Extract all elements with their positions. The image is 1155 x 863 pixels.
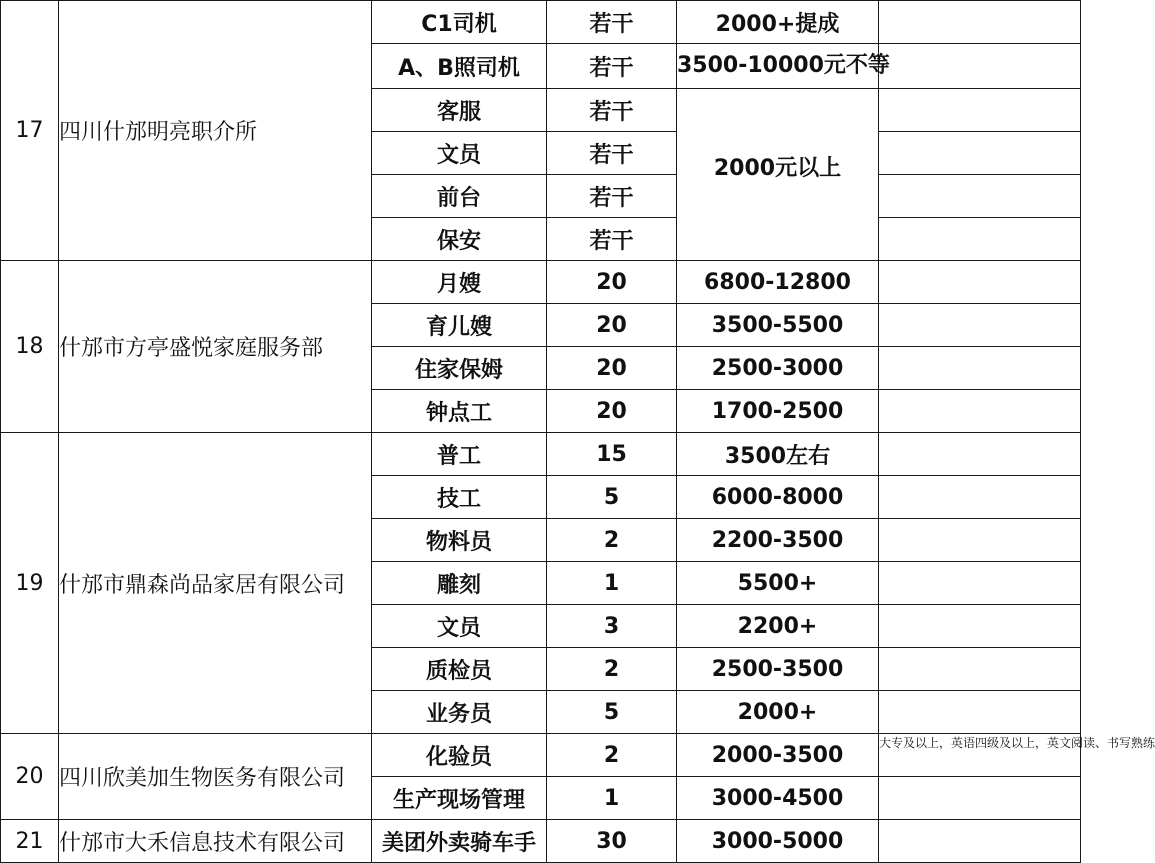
position-cell: 文员	[372, 605, 547, 648]
position-cell: 生产现场管理	[372, 777, 547, 820]
note-cell	[879, 390, 1081, 433]
position-cell: 保安	[372, 218, 547, 261]
position-cell: 技工	[372, 476, 547, 519]
salary-cell: 2200-3500	[677, 519, 879, 562]
position-cell: 育儿嫂	[372, 304, 547, 347]
salary-cell: 6800-12800	[677, 261, 879, 304]
count-cell: 15	[547, 433, 677, 476]
note-cell	[879, 433, 1081, 476]
company-name: 什邡市鼎森尚品家居有限公司	[59, 433, 372, 734]
note-cell	[879, 820, 1081, 863]
count-cell: 5	[547, 476, 677, 519]
position-cell: 月嫂	[372, 261, 547, 304]
count-cell: 若干	[547, 175, 677, 218]
note-cell	[879, 777, 1081, 820]
note-cell	[879, 304, 1081, 347]
table-row	[1, 820, 1081, 863]
count-cell: 若干	[547, 132, 677, 175]
count-cell: 1	[547, 777, 677, 820]
salary-cell: 3500左右	[677, 433, 879, 476]
note-cell	[879, 648, 1081, 691]
note-cell	[879, 562, 1081, 605]
note-cell	[879, 1, 1081, 44]
note-cell	[879, 175, 1081, 218]
table-row	[1, 433, 1081, 476]
note-cell	[879, 691, 1081, 734]
count-cell: 1	[547, 562, 677, 605]
company-name: 什邡市方亭盛悦家庭服务部	[59, 261, 372, 433]
position-cell: 普工	[372, 433, 547, 476]
position-cell: 雕刻	[372, 562, 547, 605]
position-cell: 化验员	[372, 734, 547, 777]
position-cell: 美团外卖骑车手	[372, 820, 547, 863]
note-cell	[879, 519, 1081, 562]
count-cell: 20	[547, 261, 677, 304]
salary-cell: 2500-3000	[677, 347, 879, 390]
count-cell: 20	[547, 390, 677, 433]
note-cell	[879, 218, 1081, 261]
count-cell: 2	[547, 648, 677, 691]
salary-cell: 2000-3500	[677, 734, 879, 777]
salary-cell: 2000+提成	[677, 1, 879, 44]
note-cell	[879, 261, 1081, 304]
table-row	[1, 734, 1081, 777]
position-cell: 住家保姆	[372, 347, 547, 390]
salary-cell: 2200+	[677, 605, 879, 648]
count-cell: 若干	[547, 218, 677, 261]
note-cell	[879, 132, 1081, 175]
count-cell: 30	[547, 820, 677, 863]
salary-cell: 2000元以上	[677, 89, 879, 261]
table-row	[1, 261, 1081, 304]
count-cell: 2	[547, 734, 677, 777]
position-cell: 文员	[372, 132, 547, 175]
company-name: 四川欣美加生物医务有限公司	[59, 734, 372, 820]
salary-cell: 3500-5500	[677, 304, 879, 347]
position-cell: 客服	[372, 89, 547, 132]
count-cell: 若干	[547, 44, 677, 89]
note-cell	[879, 44, 1081, 89]
count-cell: 2	[547, 519, 677, 562]
row-number: 17	[1, 1, 59, 261]
note-cell	[879, 476, 1081, 519]
position-cell: C1司机	[372, 1, 547, 44]
salary-cell: 3500-10000元不等	[677, 44, 879, 89]
position-cell: 业务员	[372, 691, 547, 734]
count-cell: 3	[547, 605, 677, 648]
row-number: 18	[1, 261, 59, 433]
row-number: 19	[1, 433, 59, 734]
position-cell: 前台	[372, 175, 547, 218]
position-cell: 钟点工	[372, 390, 547, 433]
note-cell	[879, 89, 1081, 132]
note-cell: 大专及以上，英语四级及以上，英文阅读、书写熟练	[879, 734, 1081, 777]
company-name: 四川什邡明亮职介所	[59, 1, 372, 261]
count-cell: 若干	[547, 89, 677, 132]
note-cell	[879, 347, 1081, 390]
salary-cell: 6000-8000	[677, 476, 879, 519]
salary-cell: 1700-2500	[677, 390, 879, 433]
count-cell: 20	[547, 347, 677, 390]
note-cell	[879, 605, 1081, 648]
row-number: 20	[1, 734, 59, 820]
salary-cell: 2500-3500	[677, 648, 879, 691]
row-number: 21	[1, 820, 59, 863]
position-cell: 物料员	[372, 519, 547, 562]
company-name: 什邡市大禾信息技术有限公司	[59, 820, 372, 863]
salary-cell: 3000-5000	[677, 820, 879, 863]
count-cell: 5	[547, 691, 677, 734]
salary-cell: 5500+	[677, 562, 879, 605]
salary-cell: 3000-4500	[677, 777, 879, 820]
position-cell: 质检员	[372, 648, 547, 691]
position-cell: A、B照司机	[372, 44, 547, 89]
count-cell: 20	[547, 304, 677, 347]
table-row	[1, 1, 1081, 44]
count-cell: 若干	[547, 1, 677, 44]
salary-cell: 2000+	[677, 691, 879, 734]
